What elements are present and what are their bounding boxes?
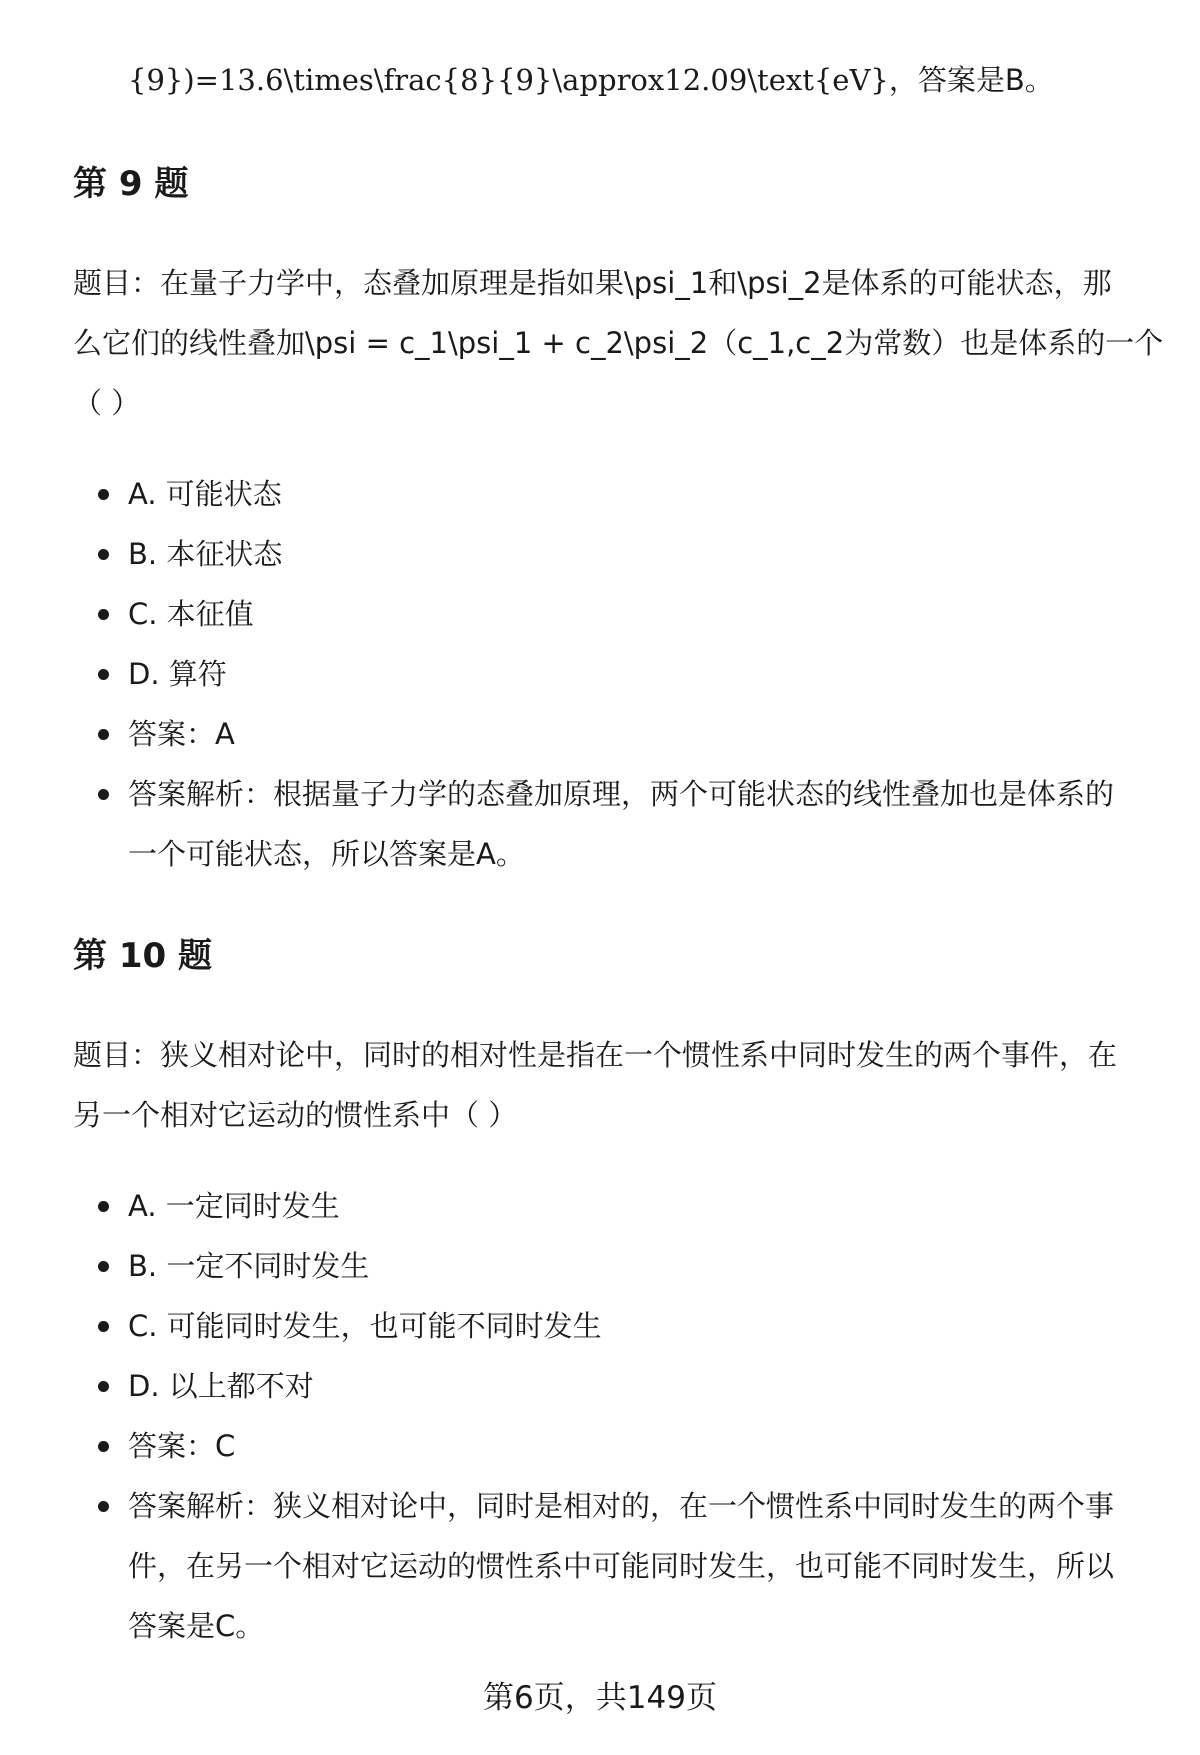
analysis-line2: 一个可能状态，所以答案是A。 xyxy=(128,837,525,871)
analysis-line1: 答案解析：根据量子力学的态叠加原理，两个可能状态的线性叠加也是体系的 xyxy=(128,777,1115,811)
option-d: D. 算符 xyxy=(128,657,227,691)
bullet-icon xyxy=(98,1261,109,1272)
question-10-text-line2: 另一个相对它运动的惯性系中（ ） xyxy=(73,1098,518,1132)
page-number: 第6页，共149页 xyxy=(483,1680,717,1716)
answer: 答案：C xyxy=(128,1429,236,1463)
bullet-icon xyxy=(98,1441,109,1452)
bullet-icon xyxy=(98,489,109,500)
bullet-icon xyxy=(98,729,109,740)
option-c: C. 本征值 xyxy=(128,597,254,631)
option-d: D. 以上都不对 xyxy=(128,1369,314,1403)
question-9-text-line3: （ ） xyxy=(73,386,141,420)
question-10-text-line1: 题目：狭义相对论中，同时的相对性是指在一个惯性系中同时发生的两个事件，在 xyxy=(73,1038,1118,1072)
analysis-line2: 件，在另一个相对它运动的惯性系中可能同时发生，也可能不同时发生，所以 xyxy=(128,1549,1115,1583)
bullet-icon xyxy=(98,789,109,800)
bullet-icon xyxy=(98,1381,109,1392)
question-10-heading: 第 10 题 xyxy=(73,936,212,976)
analysis-line1: 答案解析：狭义相对论中，同时是相对的，在一个惯性系中同时发生的两个事 xyxy=(128,1489,1115,1523)
option-a: A. 可能状态 xyxy=(128,477,282,511)
analysis-line3: 答案是C。 xyxy=(128,1609,265,1643)
option-c: C. 可能同时发生，也可能不同时发生 xyxy=(128,1309,602,1343)
bullet-icon xyxy=(98,549,109,560)
option-b: B. 一定不同时发生 xyxy=(128,1249,370,1283)
answer-tail: ，答案是B。 xyxy=(888,63,1054,97)
option-b: B. 本征状态 xyxy=(128,537,283,571)
bullet-icon xyxy=(98,609,109,620)
bullet-icon xyxy=(98,1501,109,1512)
question-9-heading: 第 9 题 xyxy=(73,164,189,204)
option-a: A. 一定同时发生 xyxy=(128,1189,340,1223)
answer: 答案：A xyxy=(128,717,235,751)
formula-tail: {9})=13.6\times\frac{8}{9}\approx12.09\text{eV} xyxy=(128,63,889,97)
question-9-text-line2: 么它们的线性叠加\psi = c_1\psi_1 + c_2\psi_2（c_1,c_2为常数）也是体系的一个 xyxy=(73,326,1164,360)
bullet-icon xyxy=(98,669,109,680)
question-9-text-line1: 题目：在量子力学中，态叠加原理是指如果\psi_1和\psi_2是体系的可能状态，那 xyxy=(73,266,1112,300)
bullet-icon xyxy=(98,1201,109,1212)
previous-answer-tail xyxy=(128,60,1054,100)
bullet-icon xyxy=(98,1321,109,1332)
